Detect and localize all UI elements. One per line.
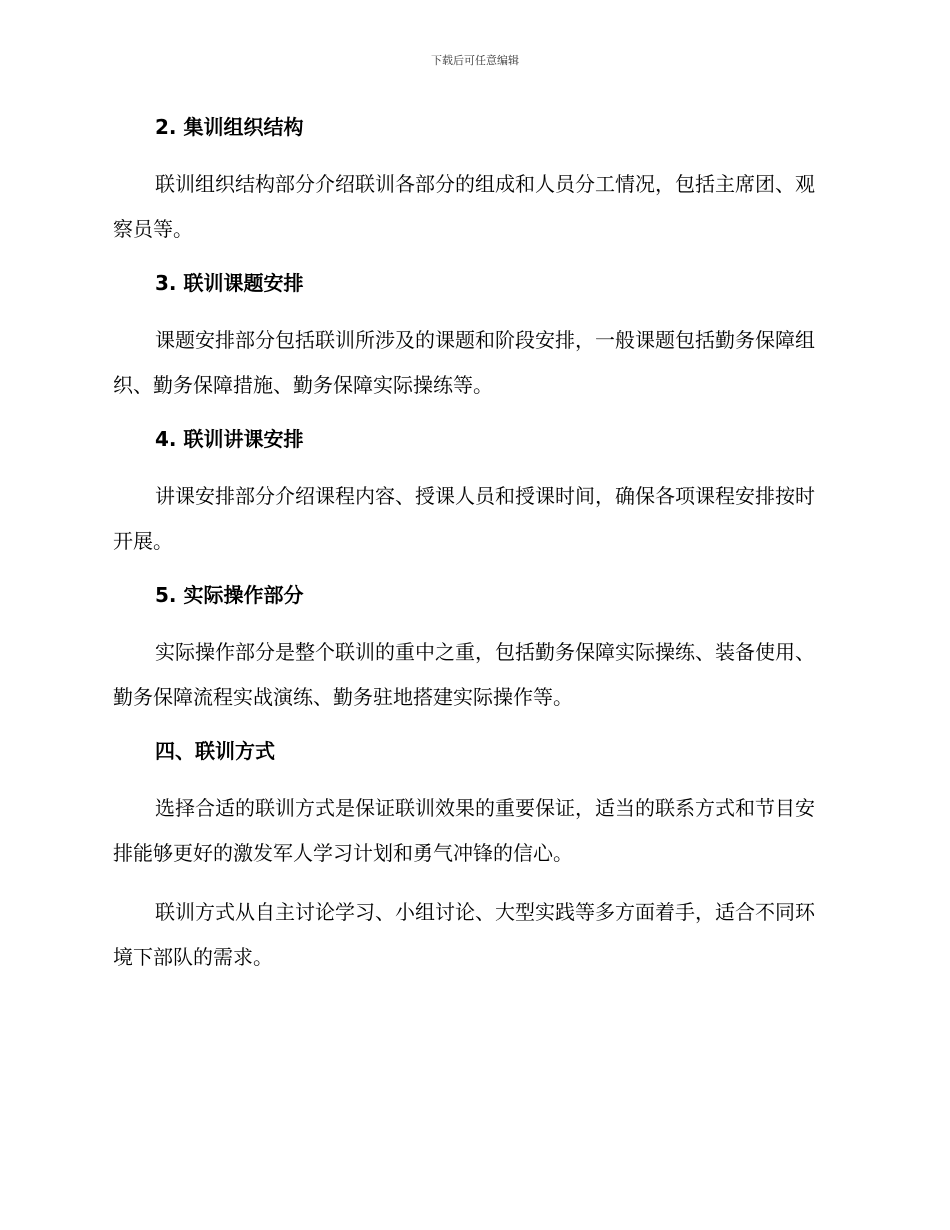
paragraph-training-methods-2: 联训方式从自主讨论学习、小组讨论、大型实践等多方面着手，适合不同环境下部队的需求。: [113, 900, 815, 969]
page-header: 下载后可任意编辑: [431, 54, 519, 67]
paragraph-topics: 课题安排部分包括联训所涉及的课题和阶段安排，一般课题包括勤务保障组织、勤务保障措施、勤务保障实际操练等。: [113, 328, 815, 397]
paragraph-training-methods-1: 选择合适的联训方式是保证联训效果的重要保证，适当的联系方式和节目安排能够更好的激发军人学习计划和勇气冲锋的信心。: [113, 796, 815, 865]
paragraph-practice: 实际操作部分是整个联训的重中之重，包括勤务保障实际操练、装备使用、勤务保障流程实战演练、勤务驻地搭建实际操作等。: [113, 640, 815, 709]
section-heading-org-structure: 2. 集训组织结构: [155, 115, 304, 139]
section-heading-practice: 5. 实际操作部分: [155, 583, 304, 607]
section-heading-topics: 3. 联训课题安排: [155, 271, 304, 295]
document-body: [113, 110, 833, 994]
section-heading-training-methods: 四、联训方式: [155, 739, 275, 763]
paragraph-org-structure: 联训组织结构部分介绍联训各部分的组成和人员分工情况，包括主席团、观察员等。: [113, 172, 815, 241]
section-heading-lectures: 4. 联训讲课安排: [155, 427, 304, 451]
paragraph-lectures: 讲课安排部分介绍课程内容、授课人员和授课时间，确保各项课程安排按时开展。: [113, 484, 815, 553]
